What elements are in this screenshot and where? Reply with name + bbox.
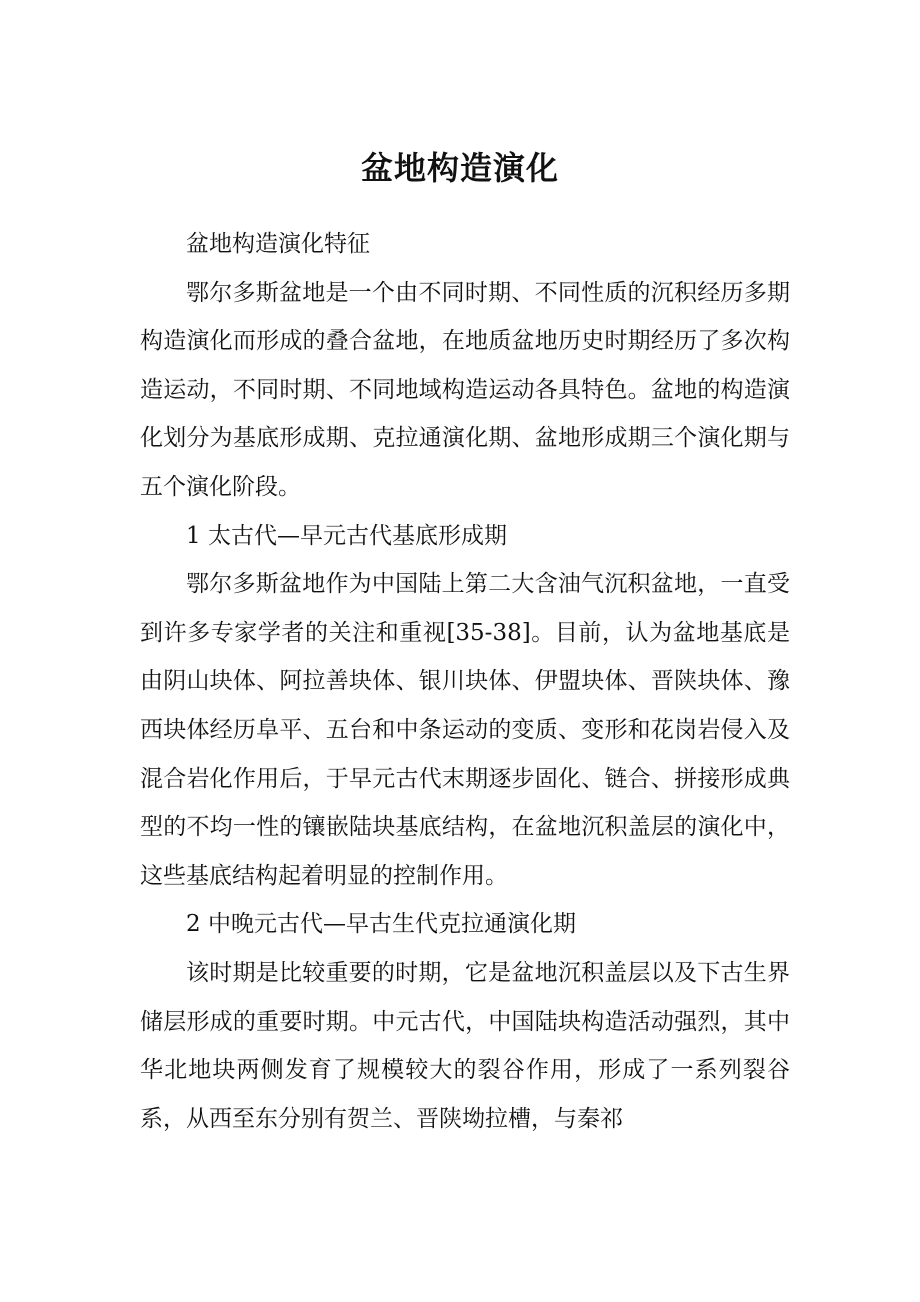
section-heading: 盆地构造演化特征 (186, 231, 370, 257)
section-heading: 1 太古代—早元古代基底形成期 (186, 522, 507, 549)
body-paragraph: 鄂尔多斯盆地作为中国陆上第二大含油气沉积盆地，一直受到许多专家学者的关注和重视[35-38]。目前，认为盆地基底是由阴山块体、阿拉善块体、银川块体、伊盟块体、晋陕块体、豫西块体经历阜平、五台和中条运动的变质、变形和花岗岩侵入及混合岩化作用后，于早元古代末期逐步固化、链合、拼接形成典型的不均一性的镶嵌陆块基底结构，在盆地沉积盖层的演化中，这些基底结构起着明显的控制作用。 (140, 571, 790, 889)
body-paragraph: 鄂尔多斯盆地是一个由不同时期、不同性质的沉积经历多期构造演化而形成的叠合盆地，在地质盆地历史时期经历了多次构造运动，不同时期、不同地域构造运动各具特色。盆地的构造演化划分为基底形成期、克拉通演化期、盆地形成期三个演化期与五个演化阶段。 (140, 279, 790, 500)
body-paragraph: 该时期是比较重要的时期，它是盆地沉积盖层以及下古生界储层形成的重要时期。中元古代，中国陆块构造活动强烈，其中华北地块两侧发育了规模较大的裂谷作用，形成了一系列裂谷系，从西至东分别有贺兰、晋陕坳拉槽，与秦祁 (140, 959, 790, 1132)
document-body (140, 220, 790, 1143)
section-heading: 2 中晚元古代—早古生代克拉通演化期 (186, 911, 576, 938)
document-title: 盆地构造演化 (360, 149, 559, 187)
